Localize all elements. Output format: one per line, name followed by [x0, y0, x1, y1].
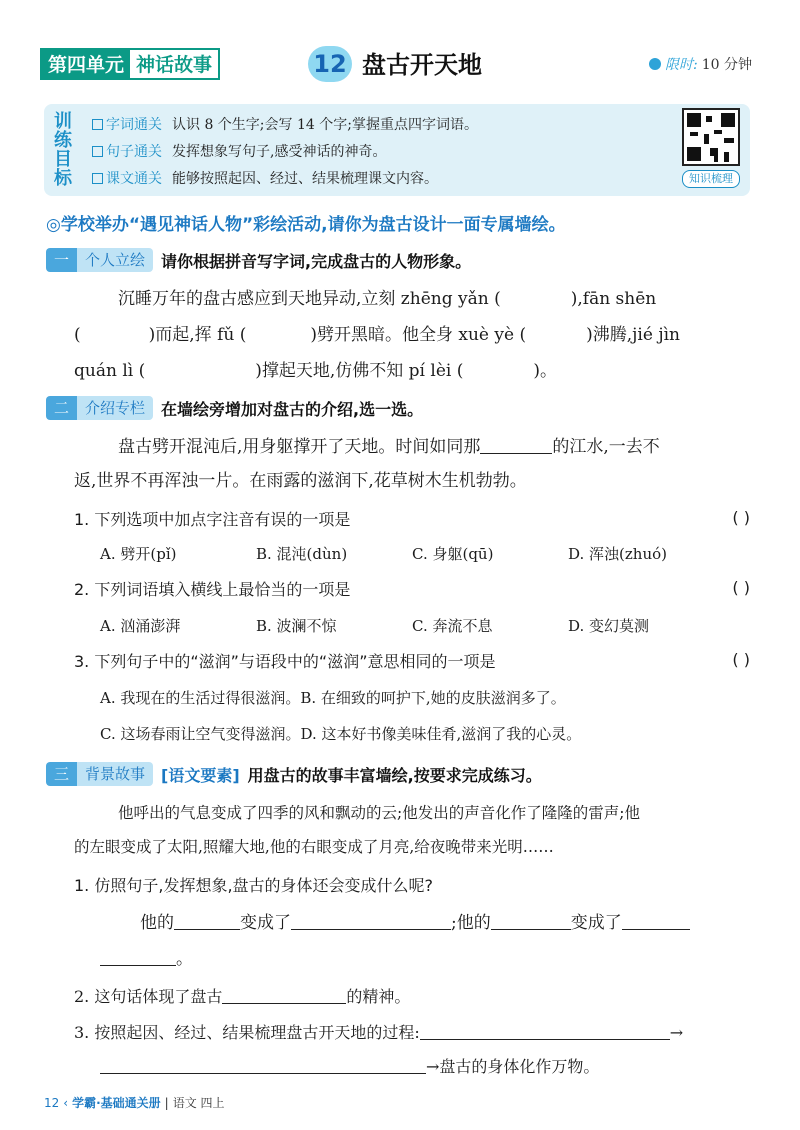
answer-line[interactable] — [420, 1020, 670, 1040]
answer-line[interactable] — [100, 946, 176, 966]
answer-line[interactable] — [174, 910, 240, 930]
section3-question3-cont: →盘古的身体化作万物。 — [100, 1054, 599, 1080]
option[interactable]: D. 变幻莫测 — [568, 617, 650, 635]
option[interactable]: B. 波澜不惊 — [256, 617, 337, 635]
checkbox-icon — [92, 119, 103, 130]
goal-item — [92, 110, 478, 137]
section3-question2: 2. 这句话体现了盘古 的精神。 — [74, 984, 410, 1010]
option[interactable]: B. 混沌(dùn) — [256, 545, 348, 563]
section2-title: 在墙绘旁增加对盘古的介绍,选一选。 — [161, 399, 424, 419]
lesson-title: 盘古开天地 — [362, 51, 482, 79]
goal-tag: 字词通关 — [92, 114, 162, 134]
qr-caption: 知识梳理 — [682, 170, 740, 188]
answer-line[interactable] — [222, 984, 346, 1004]
goal-item — [92, 137, 478, 164]
section3-badge — [46, 762, 153, 786]
section1-title: 请你根据拼音写字词,完成盘古的人物形象。 — [161, 251, 472, 271]
section2-para-line1: 盘古劈开混沌后,用身躯撑开了天地。时间如同那 的江水,一去不 — [118, 434, 660, 460]
page-footer — [44, 1094, 225, 1111]
answer-line[interactable] — [491, 910, 571, 930]
time-limit-value: 10 分钟 — [701, 57, 752, 73]
section1-number: 一 — [46, 248, 77, 272]
chevron-left-icon: ‹ — [63, 1095, 69, 1110]
time-limit-label: 限时: — [665, 57, 698, 73]
section3-tag: 背景故事 — [77, 762, 153, 786]
goals-list — [92, 110, 478, 191]
answer-line[interactable] — [622, 910, 690, 930]
section3-question3: 3. 按照起因、经过、结果梳理盘古开天地的过程: → — [74, 1020, 683, 1046]
arrow-icon: → — [669, 1023, 684, 1042]
section2-para-line2: 返,世界不再浑浊一片。在雨露的滋润下,花草树木生机勃勃。 — [74, 471, 527, 491]
training-goals-box — [44, 104, 750, 196]
answer-paren[interactable]: ( ) — [732, 650, 750, 669]
answer-line[interactable] — [291, 910, 451, 930]
section1-badge — [46, 248, 153, 272]
section2-question3-option-row1[interactable]: A. 我现在的生活过得很滋润。B. 在细致的呵护下,她的皮肤滋润多了。 — [100, 689, 566, 707]
goal-text: 认识 8 个生字;会写 14 个字;掌握重点四字词语。 — [172, 116, 478, 133]
section1-tag: 个人立绘 — [77, 248, 153, 272]
goals-label: 训练目标 — [54, 111, 72, 189]
clock-icon — [649, 58, 661, 70]
section1-line2: ( )而起,挥 fǔ ( )劈开黑暗。他全身 xuè yè ( )沸腾,jié jìn — [74, 325, 680, 345]
section3-number: 三 — [46, 762, 77, 786]
page-header — [40, 48, 760, 84]
option[interactable]: A. 汹涌澎湃 — [100, 617, 181, 635]
unit-theme: 神话故事 — [130, 50, 218, 78]
lesson-number: 12 — [308, 46, 352, 82]
time-limit — [649, 54, 752, 74]
goal-item — [92, 164, 478, 191]
qr-code[interactable] — [682, 108, 740, 192]
page-number: 12 — [44, 1095, 60, 1110]
section3-para-line1: 他呼出的气息变成了四季的风和飘动的云;他发出的声音化作了隆隆的雷声;他 — [118, 804, 640, 822]
section1-line3: quán lì ( )撑起天地,仿佛不知 pí lèi ( )。 — [74, 361, 558, 381]
activity-intro: ◎学校举办“遇见神话人物”彩绘活动,请你为盘古设计一面专属墙绘。 — [46, 215, 566, 235]
answer-line[interactable] — [100, 1054, 426, 1074]
section2-question3: 3. 下列句子中的“滋润”与语段中的“滋润”意思相同的一项是 — [74, 652, 496, 671]
option[interactable]: C. 身躯(qū) — [412, 545, 494, 563]
checkbox-icon — [92, 146, 103, 157]
section2-question3-option-row2[interactable]: C. 这场春雨让空气变得滋润。D. 这本好书像美味佳肴,滋润了我的心灵。 — [100, 725, 582, 743]
section3-element-tag: [语文要素] — [161, 765, 240, 785]
qr-code-icon — [682, 108, 740, 166]
section3-header — [46, 762, 542, 786]
answer-paren[interactable]: ( ) — [732, 578, 750, 597]
subject-grade: 语文 四上 — [172, 1096, 225, 1110]
section2-tag: 介绍专栏 — [77, 396, 153, 420]
divider: | — [164, 1095, 169, 1110]
checkbox-icon — [92, 173, 103, 184]
goal-text: 能够按照起因、经过、结果梳理课文内容。 — [172, 170, 438, 187]
goal-text: 发挥想象写句子,感受神话的神奇。 — [172, 143, 387, 160]
unit-label: 第四单元 — [42, 50, 130, 78]
section3-question1-answer-cont: 。 — [100, 946, 193, 972]
goal-tag: 句子通关 — [92, 141, 162, 161]
section3-para-line2: 的左眼变成了太阳,照耀大地,他的右眼变成了月亮,给夜晚带来光明…… — [74, 838, 554, 856]
answer-line[interactable] — [480, 434, 552, 454]
section3-title: 用盘古的故事丰富墙绘,按要求完成练习。 — [247, 765, 542, 785]
section2-question1-options — [100, 542, 667, 566]
section2-question2-options — [100, 614, 649, 638]
unit-badge — [40, 48, 220, 80]
option[interactable]: D. 浑浊(zhuó) — [568, 545, 667, 563]
section2-number: 二 — [46, 396, 77, 420]
section1-line1: 沉睡万年的盘古感应到天地异动,立刻 zhēng yǎn ( ),fān shēn — [118, 289, 657, 309]
section1-header — [46, 248, 471, 272]
book-brand: 学霸·基础通关册 — [72, 1096, 161, 1110]
section2-badge — [46, 396, 153, 420]
option[interactable]: C. 奔流不息 — [412, 617, 493, 635]
section2-question2: 2. 下列词语填入横线上最恰当的一项是 — [74, 580, 351, 599]
section3-question1: 1. 仿照句子,发挥想象,盘古的身体还会变成什么呢? — [74, 876, 434, 895]
answer-paren[interactable]: ( ) — [732, 508, 750, 527]
goal-tag: 课文通关 — [92, 168, 162, 188]
section2-header — [46, 396, 423, 420]
section3-question1-answer-line: 他的 变成了 ;他的 变成了 — [140, 910, 690, 936]
section2-question1: 1. 下列选项中加点字注音有误的一项是 — [74, 510, 351, 529]
option[interactable]: A. 劈开(pǐ) — [100, 545, 177, 563]
